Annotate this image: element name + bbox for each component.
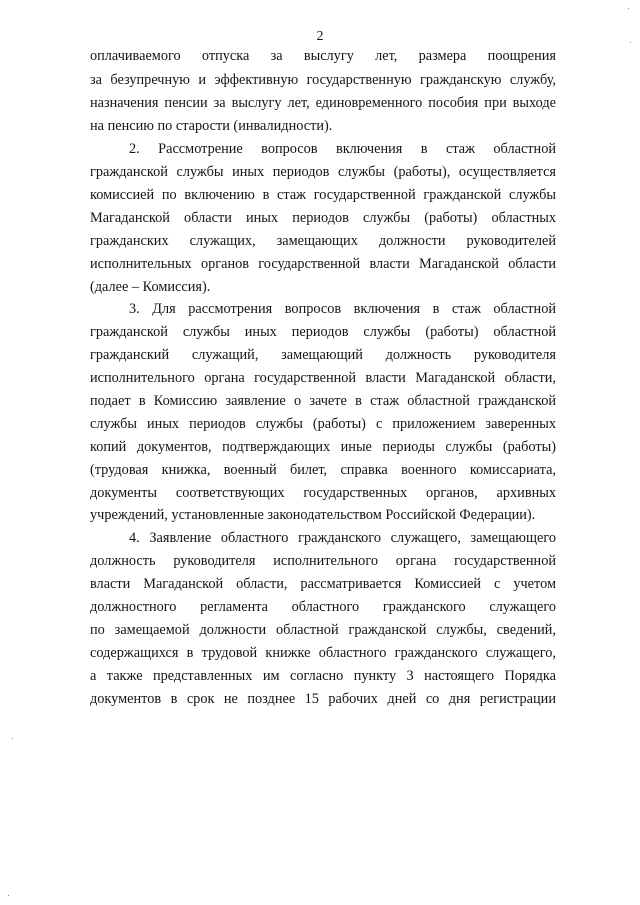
page-number: 2 xyxy=(316,29,324,44)
text-line: власти Магаданской области, рассматривается Комиссией с учетом xyxy=(90,576,556,592)
text-line: оплачиваемого отпуска за выслугу лет, размера поощрения xyxy=(90,48,556,64)
text-line: на пенсию по старости (инвалидности). xyxy=(90,118,333,134)
text-line: а также представленных им согласно пункту 3 настоящего Порядка xyxy=(90,668,556,684)
text-line: гражданский служащий, замещающий должность руководителя xyxy=(90,347,556,363)
text-line: назначения пенсии за выслугу лет, единовременного пособия при выходе xyxy=(90,95,556,111)
text-line: гражданских служащих, замещающих должности руководителей xyxy=(90,233,556,249)
text-line: документы соответствующих государственных органов, архивных xyxy=(90,485,556,501)
paragraph-3-start: 3. Для рассмотрения вопросов включения в стаж областной xyxy=(129,301,556,317)
text-line: учреждений, установленные законодательством Российской Федерации). xyxy=(90,507,536,523)
text-line: службы иных периодов службы (работы) с приложением заверенных xyxy=(90,416,556,432)
text-line: гражданской службы иных периодов службы (работы), осуществляется xyxy=(90,164,556,180)
text-line: подает в Комиссию заявление о зачете в стаж областной гражданской xyxy=(90,393,556,409)
text-line: гражданской службы иных периодов службы (работы) областной xyxy=(90,324,556,340)
text-line: исполнительного органа государственной власти Магаданской области, xyxy=(90,370,556,386)
scan-speck xyxy=(8,895,9,896)
text-line: Магаданской области иных периодов службы (работы) областных xyxy=(90,210,556,226)
scan-speck xyxy=(628,8,629,9)
text-line: за безупречную и эффективную государственную гражданскую службу, xyxy=(90,72,556,88)
text-line: (далее – Комиссия). xyxy=(90,279,211,295)
text-line: документов в срок не позднее 15 рабочих дней со дня регистрации xyxy=(90,691,556,707)
text-line: содержащихся в трудовой книжке областного гражданского служащего, xyxy=(90,645,556,661)
paragraph-4-start: 4. Заявление областного гражданского служащего, замещающего xyxy=(129,530,556,546)
paragraph-2-start: 2. Рассмотрение вопросов включения в стаж областной xyxy=(129,141,556,157)
text-line: должностного регламента областного гражданского служащего xyxy=(90,599,556,615)
text-line: (трудовая книжка, военный билет, справка военного комиссариата, xyxy=(90,462,556,478)
scan-speck xyxy=(630,42,631,43)
text-line: по замещаемой должности областной гражданской службы, сведений, xyxy=(90,622,556,638)
text-line: комиссией по включению в стаж государственной гражданской службы xyxy=(90,187,556,203)
text-line: исполнительных органов государственной власти Магаданской области xyxy=(90,256,556,272)
text-line: копий документов, подтверждающих иные периоды службы (работы) xyxy=(90,439,556,455)
text-line: должность руководителя исполнительного органа государственной xyxy=(90,553,556,569)
scan-speck xyxy=(12,738,13,739)
